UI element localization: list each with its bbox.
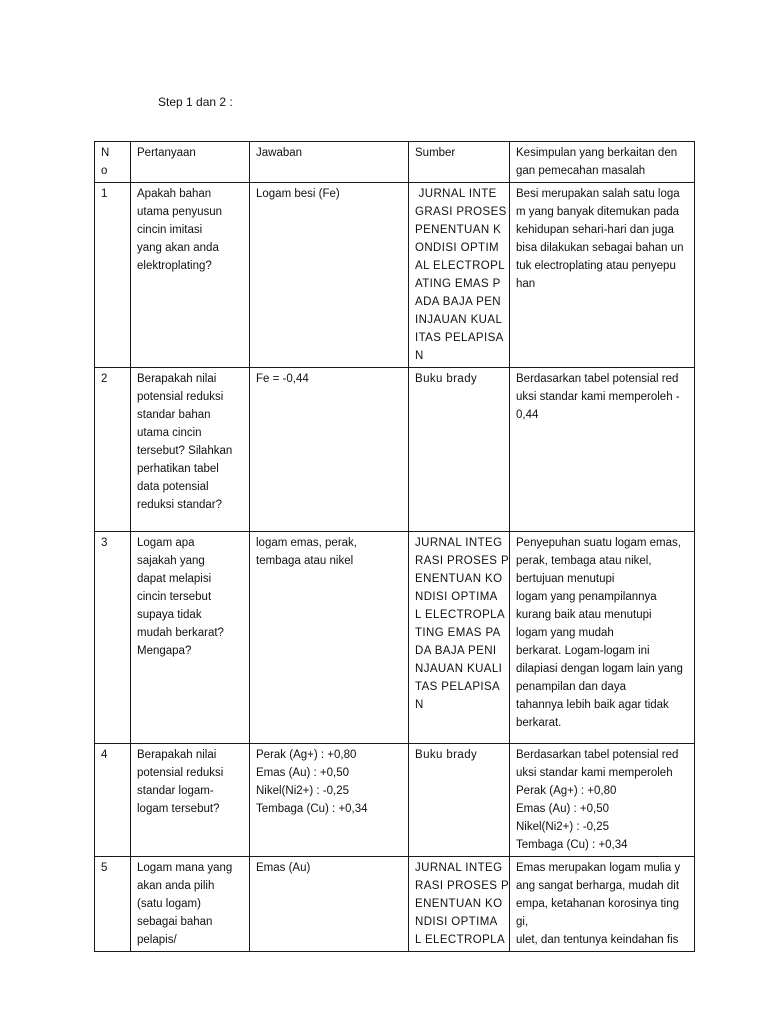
page-heading: Step 1 dan 2 : (158, 95, 233, 109)
table-row (95, 368, 695, 532)
cell-jawaban: Fe = -0,44 (250, 368, 409, 532)
cell-pertanyaan: Logam mana yang akan anda pilih (satu logam) sebagai bahan pelapis/ (131, 857, 250, 952)
cell-no: 4 (95, 744, 131, 857)
cell-kesimpulan: Berdasarkan tabel potensial red uksi standar kami memperoleh Perak (Ag+) : +0,80 Emas (Au) : +0,50 Nikel(Ni2+) : -0,25 Tembaga (Cu) : +0,34 (510, 744, 695, 857)
cell-jawaban: logam emas, perak, tembaga atau nikel (250, 532, 409, 744)
cell-jawaban: Logam besi (Fe) (250, 183, 409, 368)
cell-no: 2 (95, 368, 131, 532)
header-jawaban: Jawaban (250, 142, 409, 183)
header-no: N o (95, 142, 131, 183)
cell-jawaban: Perak (Ag+) : +0,80 Emas (Au) : +0,50 Nikel(Ni2+) : -0,25 Tembaga (Cu) : +0,34 (250, 744, 409, 857)
table-row (95, 532, 695, 744)
cell-sumber: Buku brady (409, 368, 510, 532)
cell-kesimpulan: Emas merupakan logam mulia y ang sangat berharga, mudah dit empa, ketahanan korosinya ting gi, ulet, dan tentunya keindahan fis (510, 857, 695, 952)
table-header-row (95, 142, 695, 183)
cell-sumber: Buku brady (409, 744, 510, 857)
cell-kesimpulan: Besi merupakan salah satu loga m yang banyak ditemukan pada kehidupan sehari-hari dan juga bisa dilakukan sebagai bahan un tuk electroplating atau penyepu han (510, 183, 695, 368)
cell-pertanyaan: Berapakah nilai potensial reduksi standar bahan utama cincin tersebut? Silahkan perhatikan tabel data potensial reduksi standar? (131, 368, 250, 532)
cell-no: 3 (95, 532, 131, 744)
header-kesimpulan: Kesimpulan yang berkaitan den gan pemecahan masalah (510, 142, 695, 183)
header-pertanyaan: Pertanyaan (131, 142, 250, 183)
header-sumber: Sumber (409, 142, 510, 183)
cell-kesimpulan: Berdasarkan tabel potensial red uksi standar kami memperoleh - 0,44 (510, 368, 695, 532)
table-row (95, 183, 695, 368)
cell-sumber: JURNAL INTEG RASI PROSES P ENENTUAN KO NDISI OPTIMA L ELECTROPLA (409, 857, 510, 952)
qa-table (94, 141, 695, 952)
cell-sumber: JURNAL INTEG RASI PROSES P ENENTUAN KO NDISI OPTIMA L ELECTROPLA TING EMAS PA DA BAJA PENI NJAUAN KUALI TAS PELAPISA N (409, 532, 510, 744)
cell-pertanyaan: Apakah bahan utama penyusun cincin imitasi yang akan anda elektroplating? (131, 183, 250, 368)
cell-pertanyaan: Logam apa sajakah yang dapat melapisi cincin tersebut supaya tidak mudah berkarat? Mengapa? (131, 532, 250, 744)
cell-sumber: JURNAL INTE GRASI PROSES PENENTUAN K ONDISI OPTIM AL ELECTROPL ATING EMAS P ADA BAJA PEN INJAUAN KUAL ITAS PELAPISA N (409, 183, 510, 368)
table-row (95, 857, 695, 952)
cell-no: 5 (95, 857, 131, 952)
table-row (95, 744, 695, 857)
cell-kesimpulan: Penyepuhan suatu logam emas, perak, tembaga atau nikel, bertujuan menutupi logam yang penampilannya kurang baik atau menutupi logam yang mudah berkarat. Logam-logam ini dilapiasi dengan logam lain yang penampilan dan daya tahannya lebih baik agar tidak berkarat. (510, 532, 695, 744)
cell-jawaban: Emas (Au) (250, 857, 409, 952)
cell-pertanyaan: Berapakah nilai potensial reduksi standar logam- logam tersebut? (131, 744, 250, 857)
cell-no: 1 (95, 183, 131, 368)
